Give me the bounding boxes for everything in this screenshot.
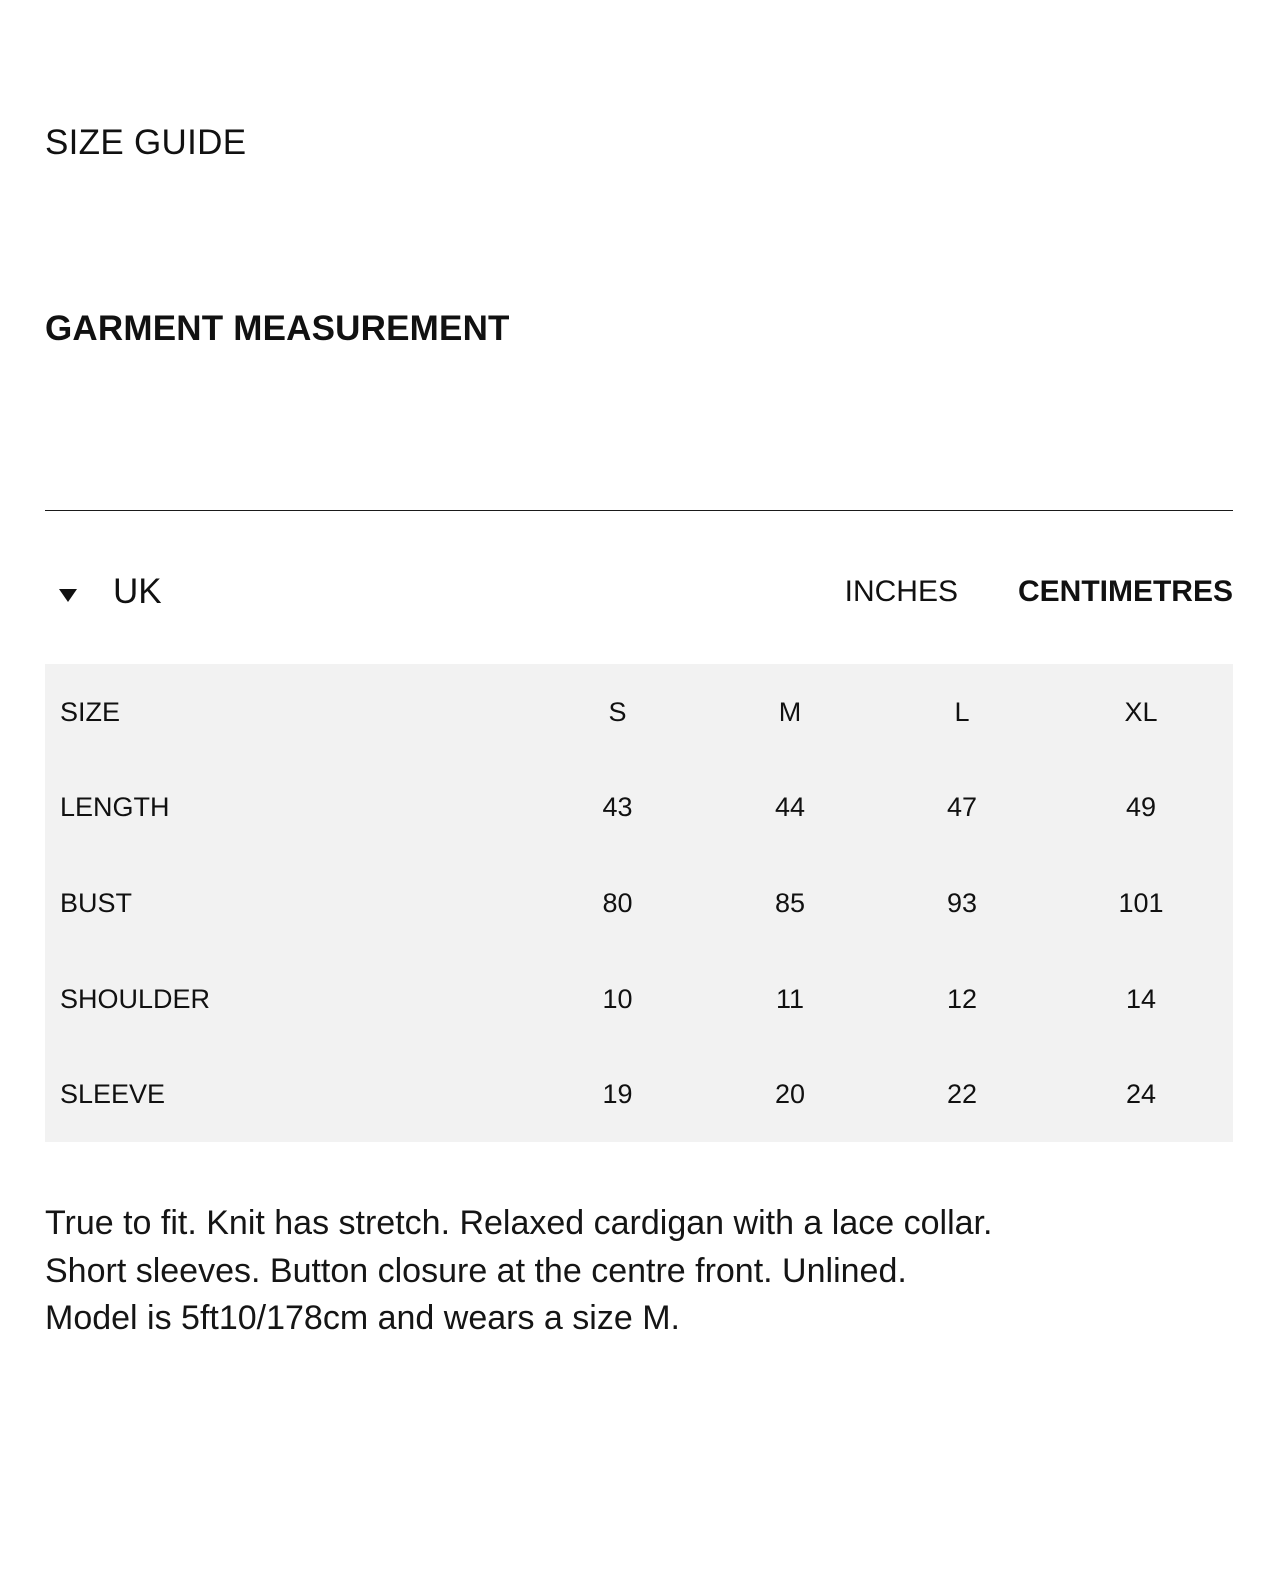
- row-label-length: LENGTH: [60, 792, 170, 823]
- table-cell: 101: [1118, 887, 1164, 918]
- table-cell: 24: [1125, 1079, 1157, 1110]
- table-row: [45, 760, 1233, 856]
- table-cell: 43: [602, 792, 633, 823]
- table-cell: 47: [946, 792, 978, 823]
- table-cell: 22: [946, 1079, 978, 1110]
- table-row: [45, 855, 1233, 951]
- table-cell: 11: [775, 983, 805, 1014]
- table-cell: 85: [774, 887, 806, 918]
- table-cell: 93: [946, 887, 978, 918]
- region-dropdown[interactable]: [45, 570, 162, 614]
- table-row: [45, 664, 1233, 760]
- row-label-bust: BUST: [60, 887, 133, 918]
- table-cell: 49: [1125, 792, 1157, 823]
- size-header-xl: XL: [1124, 696, 1158, 727]
- unit-toggle: [845, 572, 1233, 612]
- product-fit-description: True to fit. Knit has stretch. Relaxed cardigan with a lace collar. Short sleeves. Button closure at the centre front. Unlined. Model is 5ft10/178cm and wears a size M.: [45, 1204, 993, 1337]
- table-cell: 19: [602, 1079, 633, 1110]
- page-title: SIZE GUIDE: [45, 123, 247, 162]
- measurement-table-container: [45, 664, 1233, 1142]
- size-header-m: M: [778, 696, 802, 727]
- table-row: [45, 1046, 1233, 1142]
- unit-centimetres-button[interactable]: CENTIMETRES: [1017, 575, 1233, 608]
- size-header-l: L: [954, 696, 970, 727]
- unit-inches-button[interactable]: INCHES: [844, 575, 958, 608]
- table-cell: 14: [1125, 983, 1157, 1014]
- caret-down-icon: [59, 589, 77, 602]
- row-label-size: SIZE: [60, 696, 121, 727]
- table-cell: 12: [946, 983, 978, 1014]
- table-row: [45, 951, 1233, 1047]
- table-cell: 10: [602, 983, 633, 1014]
- table-cell: 80: [602, 887, 633, 918]
- row-label-sleeve: SLEEVE: [60, 1079, 166, 1110]
- row-label-shoulder: SHOULDER: [60, 983, 211, 1014]
- size-header-s: S: [608, 696, 627, 727]
- divider: [45, 510, 1233, 511]
- measurement-table: [45, 664, 1233, 1142]
- section-heading: GARMENT MEASUREMENT: [45, 309, 510, 348]
- table-cell: 20: [774, 1079, 806, 1110]
- table-cell: 44: [774, 792, 806, 823]
- region-label: UK: [113, 572, 162, 611]
